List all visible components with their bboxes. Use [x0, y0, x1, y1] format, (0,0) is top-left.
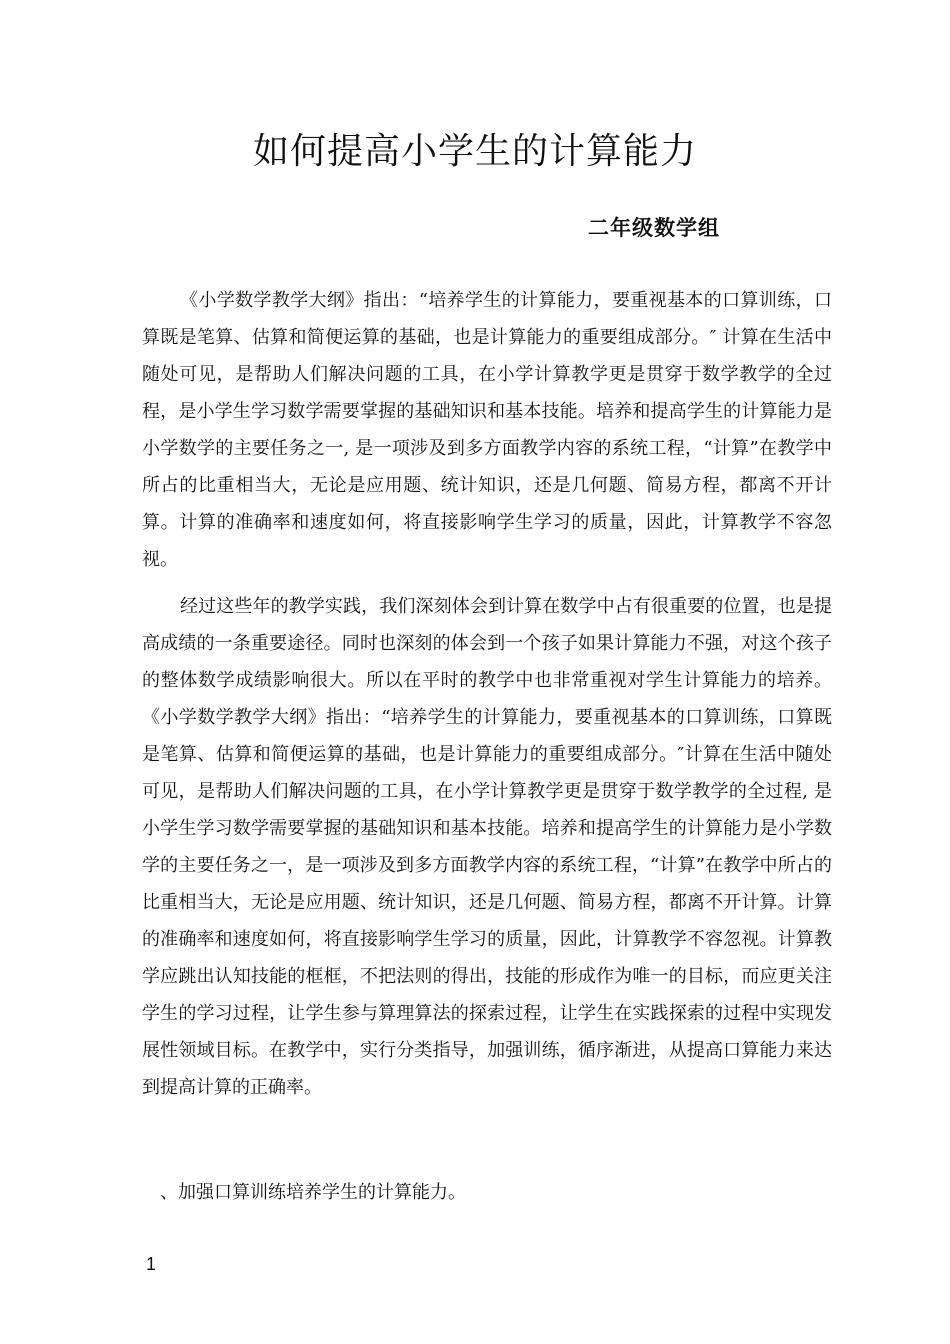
page-number: 1 — [146, 1254, 157, 1274]
body-paragraph-2: 经过这些年的教学实践，我们深刻体会到计算在数学中占有很重要的位置，也是提高成绩的一条重要途径。同时也深刻的体会到一个孩子如果计算能力不强，对这个孩子的整体数学成绩影响很大。所以在平时的教学中也非常重视对学生计算能力的培养。《小学数学教学大纲》指出：“培养学生的计算能力，要重视基本的口算训练，口算既是笔算、估算和简便运算的基础，也是计算能力的重要组成部分。″计算在生活中随处可见，是帮助人们解决问题的工具，在小学计算教学更是贯穿于数学教学的全过程, 是小学生学习数学需要掌握的基础知识和基本技能。培养和提高学生的计算能力是小学数学的主要任务之一，是一项涉及到多方面教学内容的系统工程，“计算”在教学中所占的比重相当大，无论是应用题、统计知识，还是几何题、简易方程，都离不开计算。计算的准确率和速度如何，将直接影响学生学习的质量，因此，计算教学不容忽视。计算教学应跳出认知技能的框框，不把法则的得出，技能的形成作为唯一的目标，而应更关注学生的学习过程，让学生参与算理算法的探索过程，让学生在实践探索的过程中实现发展性领域目标。在教学中，实行分类指导，加强训练，循序渐进，从提高口算能力来达到提高计算的正确率。 — [142, 596, 832, 1098]
document-title: 如何提高小学生的计算能力 — [252, 131, 697, 172]
body-paragraph-1: 《小学数学教学大纲》指出：“培养学生的计算能力，要重视基本的口算训练，口算既是笔算、估算和简便运算的基础，也是计算能力的重要组成部分。″ 计算在生活中随处可见，是帮助人们解决问题的工具，在小学计算教学更是贯穿于数学教学的全过程，是小学生学习数学需要掌握的基础知识和基本技能。培养和提高学生的计算能力是小学数学的主要任务之一, 是一项涉及到多方面教学内容的系统工程，“计算”在教学中所占的比重相当大，无论是应用题、统计知识，还是几何题、简易方程，都离不开计算。计算的准确率和速度如何，将直接影响学生学习的质量，因此，计算教学不容忽视。 — [142, 290, 832, 570]
author-line: 二年级数学组 — [588, 216, 720, 240]
section-heading: 、加强口算训练培养学生的计算能力。 — [160, 1182, 466, 1203]
